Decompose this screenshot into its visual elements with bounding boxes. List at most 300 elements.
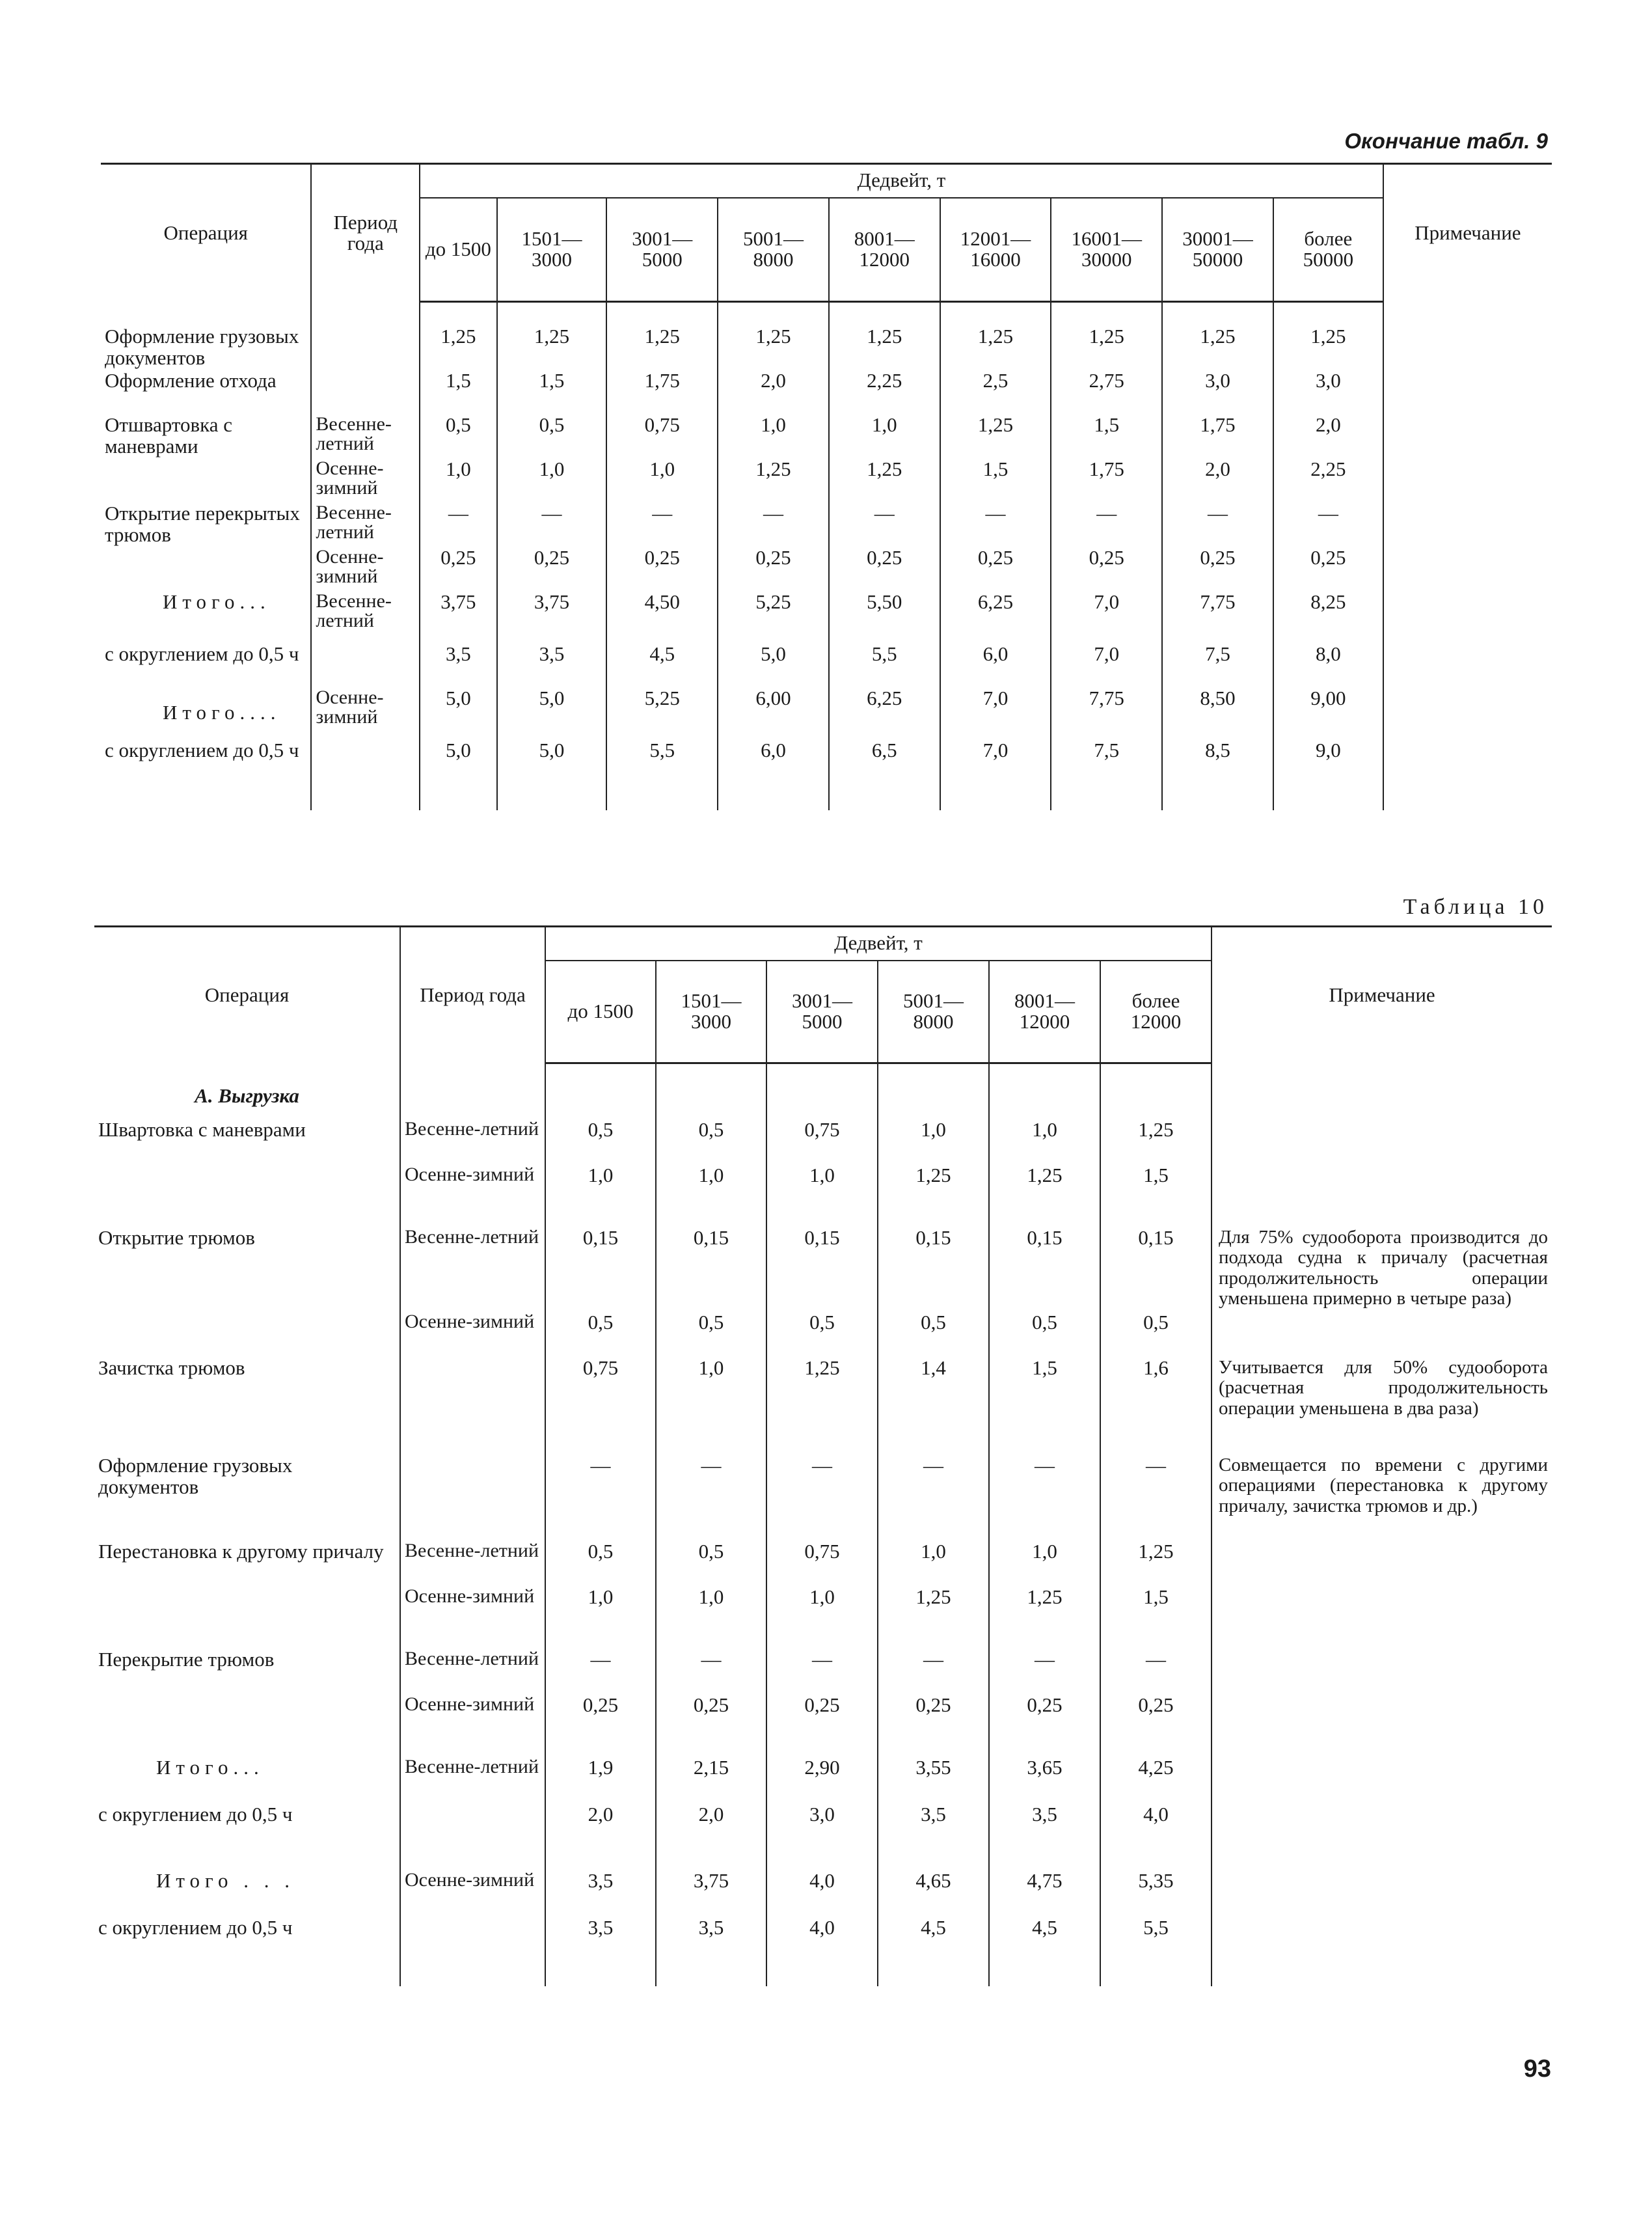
table9-caption: Окончание табл. 9 xyxy=(1344,129,1548,153)
table-9 xyxy=(101,163,1552,810)
value-cell: 1,0 xyxy=(420,459,497,503)
table-row xyxy=(101,688,1552,740)
value-cell: 0,15 xyxy=(656,1227,766,1312)
note-cell xyxy=(1212,1587,1552,1649)
note-cell: Совмещается по времени с другими операциями (перестановка к другому причалу, зачистка трюмов и др.) xyxy=(1212,1455,1552,1541)
table-row xyxy=(94,1227,1552,1312)
table-row xyxy=(94,1870,1552,1917)
value-cell: 5,0 xyxy=(718,644,829,688)
value-cell: 3,5 xyxy=(989,1804,1100,1870)
value-cell: 8,0 xyxy=(1273,644,1383,688)
table-row xyxy=(94,1649,1552,1695)
operation-cell xyxy=(94,1695,400,1757)
value-cell: — xyxy=(545,1455,656,1541)
value-cell: 1,25 xyxy=(1100,1119,1212,1165)
value-cell: 1,5 xyxy=(1100,1165,1212,1227)
period-cell: Весенне-летний xyxy=(400,1757,545,1804)
deadweight-column-header: 5001— 8000 xyxy=(878,961,989,1063)
header-operation: Операция xyxy=(101,164,311,302)
value-cell: 0,25 xyxy=(1273,547,1383,592)
value-cell: 1,0 xyxy=(989,1119,1100,1165)
value-cell: — xyxy=(989,1649,1100,1695)
table-row xyxy=(94,1757,1552,1804)
value-cell: 3,55 xyxy=(878,1757,989,1804)
value-cell: 5,5 xyxy=(1100,1917,1212,1973)
value-cell: 4,5 xyxy=(878,1917,989,1973)
value-cell: 6,5 xyxy=(829,740,940,784)
period-cell: Весенне-летний xyxy=(400,1227,545,1312)
value-cell: 3,0 xyxy=(766,1804,878,1870)
operation-cell: Итого... xyxy=(156,1756,264,1779)
value-cell: 5,0 xyxy=(420,740,497,784)
value-cell: 0,5 xyxy=(497,415,607,459)
value-cell: 4,50 xyxy=(606,592,718,644)
table-row xyxy=(101,644,1552,688)
value-cell: 1,25 xyxy=(989,1165,1100,1227)
note-cell xyxy=(1383,326,1552,370)
value-cell: 1,0 xyxy=(656,1358,766,1455)
value-cell: 7,5 xyxy=(1162,644,1273,688)
operation-cell: Оформление грузовых документов xyxy=(98,1454,293,1498)
value-cell: 9,0 xyxy=(1273,740,1383,784)
value-cell: 3,0 xyxy=(1162,370,1273,415)
value-cell: 1,9 xyxy=(545,1757,656,1804)
period-cell xyxy=(400,1358,545,1455)
header-period: Период года xyxy=(311,164,420,302)
value-cell: 1,0 xyxy=(656,1165,766,1227)
value-cell: 5,25 xyxy=(606,688,718,740)
table-row xyxy=(101,370,1552,415)
period-cell xyxy=(400,1804,545,1870)
value-cell: 4,25 xyxy=(1100,1757,1212,1804)
value-cell: 1,0 xyxy=(878,1541,989,1587)
value-cell: 0,25 xyxy=(989,1695,1100,1757)
value-cell: 7,0 xyxy=(940,740,1051,784)
operation-cell: с округлением до 0,5 ч xyxy=(105,739,299,761)
value-cell: 0,25 xyxy=(1100,1695,1212,1757)
value-cell: 0,5 xyxy=(1100,1312,1212,1358)
header-operation: Операция xyxy=(94,927,400,1063)
value-cell: 0,15 xyxy=(878,1227,989,1312)
value-cell: 6,25 xyxy=(940,592,1051,644)
value-cell: 0,5 xyxy=(878,1312,989,1358)
value-cell: 0,25 xyxy=(766,1695,878,1757)
value-cell: 1,0 xyxy=(989,1541,1100,1587)
value-cell: 2,25 xyxy=(829,370,940,415)
table-10 xyxy=(94,925,1552,1986)
value-cell: 7,5 xyxy=(1051,740,1162,784)
value-cell: 1,75 xyxy=(1162,415,1273,459)
note-cell xyxy=(1383,547,1552,592)
value-cell: 0,15 xyxy=(1100,1227,1212,1312)
value-cell: 7,75 xyxy=(1051,688,1162,740)
value-cell: 1,25 xyxy=(878,1587,989,1649)
value-cell: 5,50 xyxy=(829,592,940,644)
value-cell: — xyxy=(1273,503,1383,547)
table-row xyxy=(94,1312,1552,1358)
value-cell: 4,75 xyxy=(989,1870,1100,1917)
value-cell: 1,25 xyxy=(829,326,940,370)
operation-cell: Итого... xyxy=(163,590,271,613)
value-cell: 5,5 xyxy=(829,644,940,688)
value-cell: 1,5 xyxy=(940,459,1051,503)
header-note: Примечание xyxy=(1212,927,1552,1063)
period-cell: Весенне-летний xyxy=(400,1541,545,1587)
value-cell: — xyxy=(718,503,829,547)
value-cell: — xyxy=(420,503,497,547)
value-cell: 1,25 xyxy=(1162,326,1273,370)
value-cell: 6,0 xyxy=(718,740,829,784)
period-cell: Весенне-летний xyxy=(400,1649,545,1695)
period-cell xyxy=(311,326,420,370)
value-cell: 2,0 xyxy=(1273,415,1383,459)
value-cell: 0,5 xyxy=(656,1119,766,1165)
header-deadweight: Дедвейт, т xyxy=(545,927,1212,961)
note-cell xyxy=(1212,1695,1552,1757)
note-cell xyxy=(1383,459,1552,503)
value-cell: — xyxy=(766,1649,878,1695)
value-cell: 0,5 xyxy=(989,1312,1100,1358)
value-cell: 0,25 xyxy=(1051,547,1162,592)
value-cell: 8,5 xyxy=(1162,740,1273,784)
period-cell: Осенне-зимний xyxy=(311,688,420,740)
value-cell: 0,25 xyxy=(497,547,607,592)
operation-cell xyxy=(101,459,311,503)
value-cell: 1,0 xyxy=(545,1165,656,1227)
value-cell: 5,0 xyxy=(420,688,497,740)
value-cell: 2,0 xyxy=(656,1804,766,1870)
value-cell: 1,75 xyxy=(1051,459,1162,503)
operation-cell: Зачистка трюмов xyxy=(98,1356,245,1380)
value-cell: — xyxy=(1100,1649,1212,1695)
note-cell xyxy=(1212,1649,1552,1695)
value-cell: 0,5 xyxy=(420,415,497,459)
value-cell: 1,0 xyxy=(766,1587,878,1649)
value-cell: — xyxy=(1051,503,1162,547)
value-cell: — xyxy=(829,503,940,547)
value-cell: 1,0 xyxy=(766,1165,878,1227)
period-cell: Весенне-летний xyxy=(400,1119,545,1165)
value-cell: 7,75 xyxy=(1162,592,1273,644)
value-cell: 6,00 xyxy=(718,688,829,740)
operation-cell: Открытие трюмов xyxy=(98,1226,255,1250)
deadweight-column-header: до 1500 xyxy=(545,961,656,1063)
note-cell xyxy=(1212,1757,1552,1804)
value-cell: 0,25 xyxy=(420,547,497,592)
period-cell: Осенне-зимний xyxy=(311,547,420,592)
operation-cell: Перекрытие трюмов xyxy=(98,1648,275,1671)
value-cell: — xyxy=(497,503,607,547)
value-cell: 0,75 xyxy=(606,415,718,459)
value-cell: 5,0 xyxy=(497,688,607,740)
deadweight-column-header: 30001— 50000 xyxy=(1162,198,1273,302)
value-cell: 8,25 xyxy=(1273,592,1383,644)
period-cell xyxy=(400,1455,545,1541)
deadweight-column-header: 8001— 12000 xyxy=(829,198,940,302)
value-cell: 0,25 xyxy=(606,547,718,592)
value-cell: 1,0 xyxy=(656,1587,766,1649)
value-cell: 1,4 xyxy=(878,1358,989,1455)
value-cell: 1,0 xyxy=(829,415,940,459)
value-cell: 3,75 xyxy=(656,1870,766,1917)
deadweight-column-header: более 50000 xyxy=(1273,198,1383,302)
value-cell: 1,0 xyxy=(545,1587,656,1649)
operation-cell xyxy=(94,1165,400,1227)
note-cell xyxy=(1212,1312,1552,1358)
value-cell: — xyxy=(989,1455,1100,1541)
operation-cell: Итого . . . xyxy=(156,1869,295,1893)
table-row xyxy=(94,1804,1552,1870)
value-cell: 1,0 xyxy=(606,459,718,503)
period-cell xyxy=(311,370,420,415)
value-cell: — xyxy=(766,1455,878,1541)
value-cell: — xyxy=(878,1649,989,1695)
value-cell: 7,0 xyxy=(940,688,1051,740)
operation-cell: Швартовка с маневрами xyxy=(98,1118,306,1142)
value-cell: — xyxy=(656,1455,766,1541)
deadweight-column-header: 12001— 16000 xyxy=(940,198,1051,302)
value-cell: 2,75 xyxy=(1051,370,1162,415)
period-cell: Весенне-летний xyxy=(311,503,420,547)
value-cell: 4,0 xyxy=(1100,1804,1212,1870)
operation-cell: с округлением до 0,5 ч xyxy=(98,1916,293,1939)
value-cell: 0,15 xyxy=(766,1227,878,1312)
value-cell: 5,5 xyxy=(606,740,718,784)
period-cell: Осенне-зимний xyxy=(311,459,420,503)
value-cell: 3,5 xyxy=(878,1804,989,1870)
operation-cell xyxy=(94,1587,400,1649)
value-cell: 0,25 xyxy=(545,1695,656,1757)
value-cell: 1,5 xyxy=(989,1358,1100,1455)
value-cell: 2,5 xyxy=(940,370,1051,415)
operation-cell: Перестановка к другому причалу xyxy=(98,1540,384,1563)
header-period: Период года xyxy=(400,927,545,1063)
operation-cell xyxy=(94,1312,400,1358)
value-cell: 0,25 xyxy=(878,1695,989,1757)
value-cell: 0,15 xyxy=(989,1227,1100,1312)
deadweight-column-header: 5001— 8000 xyxy=(718,198,829,302)
value-cell: — xyxy=(1100,1455,1212,1541)
deadweight-column-header: 3001— 5000 xyxy=(766,961,878,1063)
deadweight-column-header: 1501— 3000 xyxy=(656,961,766,1063)
value-cell: 0,25 xyxy=(656,1695,766,1757)
table-row xyxy=(94,1455,1552,1541)
deadweight-column-header: до 1500 xyxy=(420,198,497,302)
period-cell: Осенне-зимний xyxy=(400,1587,545,1649)
value-cell: 1,25 xyxy=(497,326,607,370)
period-cell: Весенне-летний xyxy=(311,415,420,459)
value-cell: 9,00 xyxy=(1273,688,1383,740)
table-row xyxy=(94,1119,1552,1165)
table-row xyxy=(101,503,1552,547)
value-cell: 2,25 xyxy=(1273,459,1383,503)
value-cell: 1,25 xyxy=(718,326,829,370)
note-cell xyxy=(1212,1917,1552,1973)
value-cell: 1,25 xyxy=(766,1358,878,1455)
value-cell: 0,75 xyxy=(766,1119,878,1165)
value-cell: 5,25 xyxy=(718,592,829,644)
operation-cell: Открытие перекрытых трюмов xyxy=(105,502,300,546)
table-row xyxy=(94,1358,1552,1455)
value-cell: 3,5 xyxy=(420,644,497,688)
period-cell: Осенне-зимний xyxy=(400,1870,545,1917)
table-row xyxy=(94,1165,1552,1227)
value-cell: 0,5 xyxy=(656,1541,766,1587)
operation-cell: Оформление грузовых документов xyxy=(105,325,299,369)
note-cell xyxy=(1212,1165,1552,1227)
note-cell xyxy=(1383,644,1552,688)
value-cell: 4,0 xyxy=(766,1917,878,1973)
value-cell: 1,25 xyxy=(940,415,1051,459)
table10-caption: Таблица 10 xyxy=(1403,895,1548,919)
note-cell xyxy=(1383,503,1552,547)
value-cell: 1,25 xyxy=(718,459,829,503)
table-row xyxy=(94,1917,1552,1973)
note-cell xyxy=(1212,1541,1552,1587)
value-cell: 3,5 xyxy=(545,1917,656,1973)
period-cell xyxy=(311,740,420,784)
operation-cell: Оформление отхода xyxy=(105,369,277,392)
value-cell: 6,0 xyxy=(940,644,1051,688)
value-cell: 4,5 xyxy=(606,644,718,688)
value-cell: 0,5 xyxy=(545,1119,656,1165)
header-deadweight: Дедвейт, т xyxy=(420,164,1383,198)
value-cell: — xyxy=(940,503,1051,547)
value-cell: 1,25 xyxy=(829,459,940,503)
table-row xyxy=(101,740,1552,784)
note-cell xyxy=(1383,740,1552,784)
value-cell: 0,5 xyxy=(545,1312,656,1358)
value-cell: 1,5 xyxy=(1051,415,1162,459)
value-cell: 0,5 xyxy=(545,1541,656,1587)
value-cell: 2,0 xyxy=(718,370,829,415)
value-cell: 0,5 xyxy=(766,1312,878,1358)
value-cell: 4,0 xyxy=(766,1870,878,1917)
period-cell xyxy=(400,1917,545,1973)
operation-cell xyxy=(101,547,311,592)
value-cell: 0,25 xyxy=(718,547,829,592)
period-cell xyxy=(311,644,420,688)
operation-cell: с округлением до 0,5 ч xyxy=(98,1803,293,1826)
period-cell: Осенне-зимний xyxy=(400,1695,545,1757)
section-title: А. Выгрузка xyxy=(195,1084,299,1107)
period-cell: Осенне-зимний xyxy=(400,1312,545,1358)
value-cell: 5,0 xyxy=(497,740,607,784)
value-cell: 1,0 xyxy=(878,1119,989,1165)
value-cell: 0,5 xyxy=(656,1312,766,1358)
note-cell xyxy=(1212,1119,1552,1165)
value-cell: 8,50 xyxy=(1162,688,1273,740)
operation-cell: Отшвартовка с маневрами xyxy=(105,413,233,458)
deadweight-column-header: 3001— 5000 xyxy=(606,198,718,302)
value-cell: 2,0 xyxy=(545,1804,656,1870)
value-cell: — xyxy=(606,503,718,547)
note-cell xyxy=(1383,688,1552,740)
value-cell: 1,25 xyxy=(420,326,497,370)
period-cell: Весенне-летний xyxy=(311,592,420,644)
operation-cell: Итого.... xyxy=(163,701,281,724)
value-cell: 6,25 xyxy=(829,688,940,740)
value-cell: 1,75 xyxy=(606,370,718,415)
value-cell: 1,25 xyxy=(1273,326,1383,370)
value-cell: 3,65 xyxy=(989,1757,1100,1804)
value-cell: 1,25 xyxy=(606,326,718,370)
value-cell: 1,5 xyxy=(1100,1587,1212,1649)
value-cell: 3,75 xyxy=(420,592,497,644)
value-cell: 2,15 xyxy=(656,1757,766,1804)
value-cell: 3,0 xyxy=(1273,370,1383,415)
value-cell: 1,5 xyxy=(497,370,607,415)
note-cell: Для 75% судооборота производится до подхода судна к причалу (расчетная продолжительность операции уменьшена примерно в четыре раза) xyxy=(1212,1227,1552,1312)
table-row xyxy=(94,1541,1552,1587)
header-note: Примечание xyxy=(1383,164,1552,302)
value-cell: 1,25 xyxy=(1051,326,1162,370)
value-cell: 0,75 xyxy=(766,1541,878,1587)
value-cell: — xyxy=(878,1455,989,1541)
value-cell: 1,0 xyxy=(718,415,829,459)
operation-cell: с округлением до 0,5 ч xyxy=(105,642,299,665)
value-cell: 1,25 xyxy=(1100,1541,1212,1587)
note-cell xyxy=(1383,592,1552,644)
value-cell: 3,5 xyxy=(497,644,607,688)
value-cell: 1,0 xyxy=(497,459,607,503)
note-cell xyxy=(1212,1804,1552,1870)
value-cell: 0,75 xyxy=(545,1358,656,1455)
table-row xyxy=(94,1695,1552,1757)
deadweight-column-header: 8001— 12000 xyxy=(989,961,1100,1063)
value-cell: — xyxy=(545,1649,656,1695)
table-row xyxy=(101,547,1552,592)
value-cell: 4,5 xyxy=(989,1917,1100,1973)
value-cell: 3,75 xyxy=(497,592,607,644)
table-row xyxy=(101,459,1552,503)
note-cell xyxy=(1383,370,1552,415)
deadweight-column-header: 1501— 3000 xyxy=(497,198,607,302)
value-cell: 7,0 xyxy=(1051,644,1162,688)
page-number: 93 xyxy=(1523,2055,1551,2083)
table-row xyxy=(101,592,1552,644)
table-row xyxy=(101,326,1552,370)
value-cell: 3,5 xyxy=(545,1870,656,1917)
note-cell xyxy=(1383,415,1552,459)
value-cell: 2,90 xyxy=(766,1757,878,1804)
value-cell: 0,25 xyxy=(829,547,940,592)
value-cell: 1,25 xyxy=(989,1587,1100,1649)
value-cell: 1,6 xyxy=(1100,1358,1212,1455)
value-cell: 0,15 xyxy=(545,1227,656,1312)
value-cell: 7,0 xyxy=(1051,592,1162,644)
table-row xyxy=(94,1587,1552,1649)
table-row xyxy=(101,415,1552,459)
value-cell: 1,25 xyxy=(878,1165,989,1227)
value-cell: 5,35 xyxy=(1100,1870,1212,1917)
value-cell: 0,25 xyxy=(1162,547,1273,592)
value-cell: 0,25 xyxy=(940,547,1051,592)
section-row xyxy=(94,1063,1552,1120)
note-cell: Учитывается для 50% судооборота (расчетная продолжительность операции уменьшена в два раза) xyxy=(1212,1358,1552,1455)
deadweight-column-header: более 12000 xyxy=(1100,961,1212,1063)
note-cell xyxy=(1212,1870,1552,1917)
value-cell: 2,0 xyxy=(1162,459,1273,503)
value-cell: 3,5 xyxy=(656,1917,766,1973)
value-cell: — xyxy=(1162,503,1273,547)
period-cell: Осенне-зимний xyxy=(400,1165,545,1227)
deadweight-column-header: 16001— 30000 xyxy=(1051,198,1162,302)
value-cell: 1,5 xyxy=(420,370,497,415)
value-cell: 1,25 xyxy=(940,326,1051,370)
value-cell: 4,65 xyxy=(878,1870,989,1917)
value-cell: — xyxy=(656,1649,766,1695)
